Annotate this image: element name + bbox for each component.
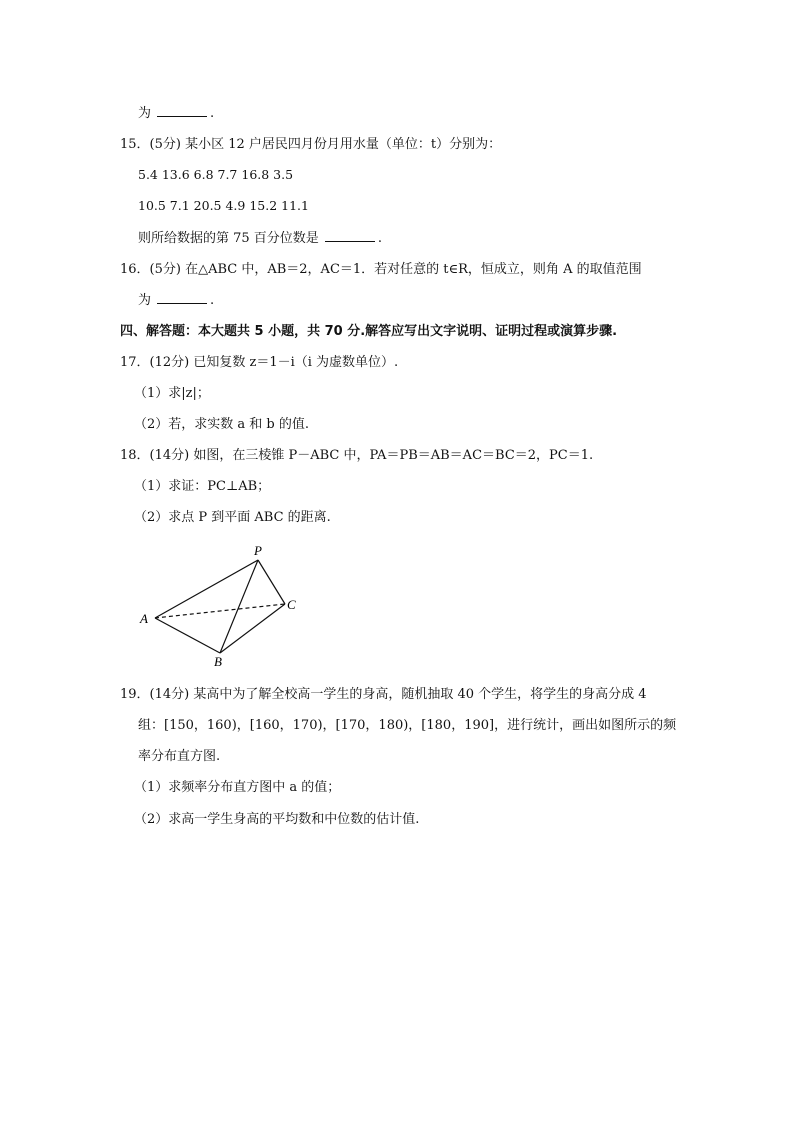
q14-end: . [210,106,215,121]
q19-part-2: （2）求高一学生身高的平均数和中位数的估计值. [134,812,420,827]
q15-data-row-2: 10.5 7.1 20.5 4.9 15.2 11.1 [138,198,309,213]
q17-part-1: （1）求|z|； [134,386,210,401]
q16-end: . [210,293,215,308]
pyramid-figure [130,538,310,670]
q15-data-row-1: 5.4 13.6 6.8 7.7 16.8 3.5 [138,167,294,182]
q16-stem: 16．(5分) 在△ABC 中，AB＝2，AC＝1．若对任意的 t∈R，恒成立，则角 A 的取值范围 [120,262,642,277]
q19-stem-line-3: 率分布直方图. [138,749,221,764]
vertex-label-C: C [287,597,296,612]
q14-answer-blank [157,104,207,117]
q15-ask-text: 则所给数据的第 75 百分位数是 [138,231,319,246]
q15-end: . [377,231,382,246]
q14-continuation [138,104,214,123]
q16-continuation-text: 为 [138,293,152,308]
q17-part-2: （2）若，求实数 a 和 b 的值. [134,417,310,432]
q19-stem-line-1: 19．(14分) 某高中为了解全校高一学生的身高，随机抽取 40 个学生，将学生的身高分成 4 [120,687,647,702]
q18-part-2: （2）求点 P 到平面 ABC 的距离. [134,510,331,525]
q14-continuation-text: 为 [138,106,152,121]
q15-answer-blank [325,229,375,242]
q18-part-1: （1）求证：PC⊥AB； [134,479,271,494]
section-4-heading: 四、解答题：本大题共 5 小题，共 70 分.解答应写出文字说明、证明过程或演算步骤. [120,324,618,339]
edge-PC [258,560,285,604]
q19-stem-line-2: 组：[150，160)，[160，170)，[170，180)，[180，190]，进行统计，画出如图所示的频 [138,718,677,733]
q16-answer-blank [157,291,207,304]
edge-AC-hidden [155,604,285,618]
q15-stem: 15．(5分) 某小区 12 户居民四月份月用水量（单位：t）分别为： [120,137,502,152]
vertex-label-P: P [254,543,262,558]
edge-PA [155,560,258,618]
vertex-label-B: B [214,654,222,669]
q19-part-1: （1）求频率分布直方图中 a 的值； [134,780,341,795]
q18-stem: 18．(14分) 如图，在三棱锥 P－ABC 中，PA＝PB＝AB＝AC＝BC＝2，PC＝1. [120,448,594,463]
edge-AB [155,618,220,653]
q16-continuation [138,291,214,310]
q15-ask [138,229,382,248]
vertex-label-A: A [140,611,148,626]
q17-stem: 17．(12分) 已知复数 z＝1－i（i 为虚数单位）. [120,355,399,370]
